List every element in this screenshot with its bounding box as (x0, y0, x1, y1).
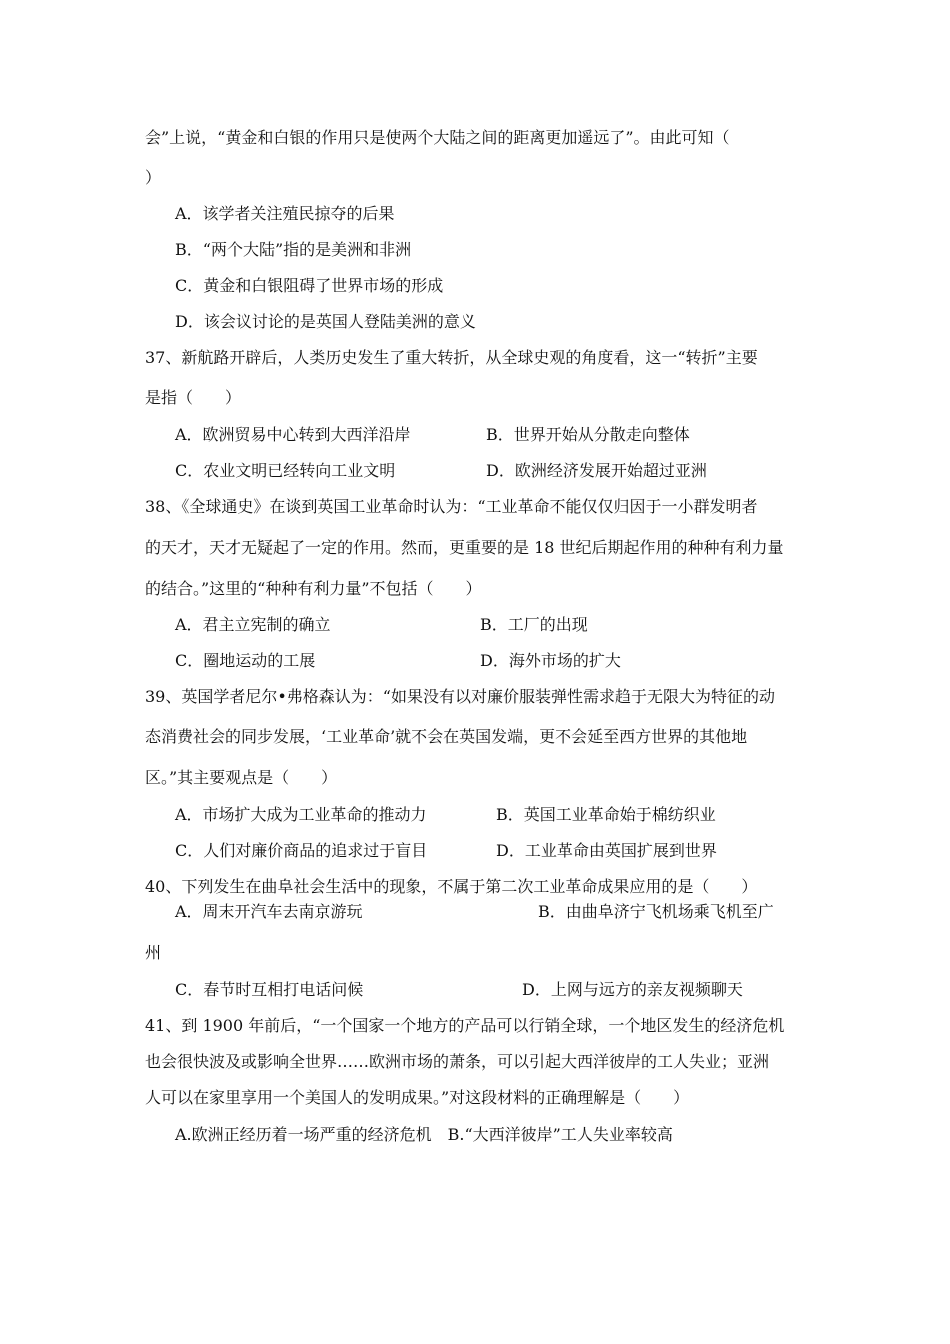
q38-option-a: A．君主立宪制的确立 (175, 615, 331, 634)
q38-option-d: D．海外市场的扩大 (480, 651, 621, 670)
q41-options-ab: A.欧洲正经历着一场严重的经济危机 B.“大西洋彼岸”工人失业率较高 (175, 1125, 673, 1144)
q40-option-b: B．由曲阜济宁飞机场乘飞机至广 (538, 902, 774, 921)
q39-stem-line2: 态消费社会的同步发展，‘工业革命’就不会在英国发端，更不会延至西方世界的其他地 (145, 727, 748, 746)
q40-stem-line1: 40、下列发生在曲阜社会生活中的现象，不属于第二次工业革命成果应用的是（ ） (145, 877, 758, 896)
q41-stem-line2: 也会很快波及或影响全世界……欧洲市场的萧条，可以引起大西洋彼岸的工人失业；亚洲 (145, 1052, 770, 1071)
q39-option-a: A．市场扩大成为工业革命的推动力 (175, 805, 427, 824)
q37-option-d: D．欧洲经济发展开始超过亚洲 (486, 461, 707, 480)
q37-option-a: A．欧洲贸易中心转到大西洋沿岸 (175, 425, 411, 444)
q39-option-b: B．英国工业革命始于棉纺织业 (496, 805, 716, 824)
q38-stem-line2: 的天才，天才无疑起了一定的作用。然而，更重要的是 18 世纪后期起作用的种种有利力量 (145, 538, 784, 557)
q38-stem-line1: 38、《全球通史》在谈到英国工业革命时认为：“工业革命不能仅仅归因于一小群发明者 (145, 497, 758, 516)
q37-option-b: B．世界开始从分散走向整体 (486, 425, 690, 444)
q38-stem-line3: 的结合。”这里的“种种有利力量”不包括（ ） (145, 579, 482, 598)
q37-stem-line2: 是指（ ） (145, 388, 242, 407)
q39-stem-line3: 区。”其主要观点是（ ） (145, 768, 338, 787)
q41-stem-line3: 人可以在家里享用一个美国人的发明成果。”对这段材料的正确理解是（ ） (145, 1088, 690, 1107)
q38-option-c: C．圈地运动的工展 (175, 651, 316, 670)
q39-option-c: C．人们对廉价商品的追求过于盲目 (175, 841, 428, 860)
q36-option-b: B．“两个大陆”指的是美洲和非洲 (175, 240, 412, 259)
q36-option-a: A．该学者关注殖民掠夺的后果 (175, 204, 395, 223)
q37-option-c: C．农业文明已经转向工业文明 (175, 461, 396, 480)
q36-option-c: C．黄金和白银阻碍了世界市场的形成 (175, 276, 444, 295)
q39-option-d: D．工业革命由英国扩展到世界 (496, 841, 717, 860)
q36-option-d: D．该会议讨论的是英国人登陆美洲的意义 (175, 312, 476, 331)
q38-option-b: B．工厂的出现 (480, 615, 588, 634)
q36-stem-line2: ） (145, 168, 162, 187)
q40-option-c: C．春节时互相打电话问候 (175, 980, 364, 999)
q36-stem-line1: 会”上说，“黄金和白银的作用只是使两个大陆之间的距离更加遥远了”。由此可知（ (145, 128, 730, 147)
q39-stem-line1: 39、英国学者尼尔•弗格森认为：“如果没有以对廉价服装弹性需求趋于无限大为特征的动 (145, 687, 775, 706)
q40-option-b-continued: 州 (145, 943, 162, 962)
q40-option-d: D．上网与远方的亲友视频聊天 (522, 980, 743, 999)
q40-option-a: A．周末开汽车去南京游玩 (175, 902, 363, 921)
q37-stem-line1: 37、新航路开辟后，人类历史发生了重大转折，从全球史观的角度看，这一“转折”主要 (145, 348, 758, 367)
q41-stem-line1: 41、到 1900 年前后，“一个国家一个地方的产品可以行销全球，一个地区发生的经济危机 (145, 1016, 785, 1035)
